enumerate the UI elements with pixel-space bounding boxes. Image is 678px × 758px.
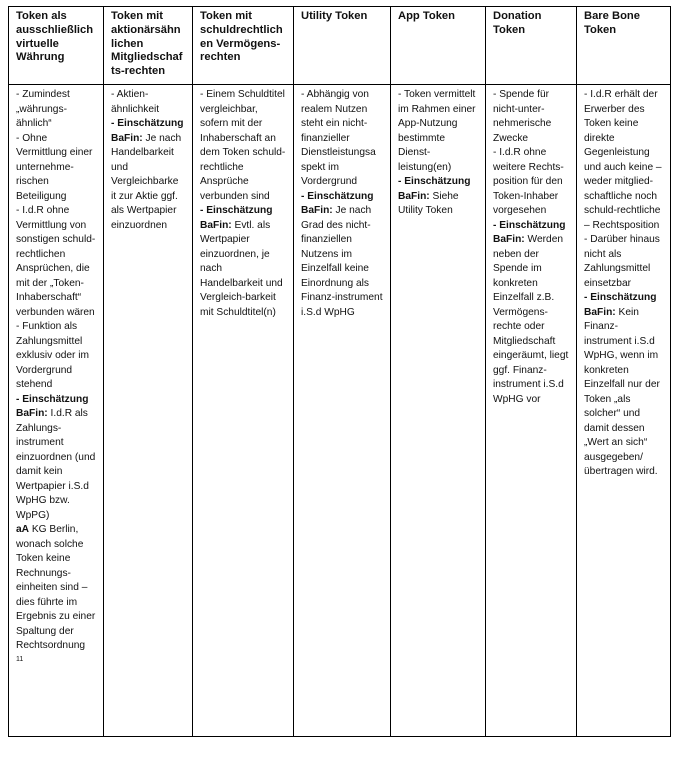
text-block: - Darüber hinaus nicht als Zahlungsmittel einsetzbar — [584, 234, 660, 289]
cell-app-token — [391, 85, 486, 737]
assessment-text: Siehe Utility Token — [398, 190, 459, 216]
assessment-text: Je nach Handelbarkeit und Vergleichbarke it zur Aktie ggf. als Wertpapier einzuordnen — [111, 132, 182, 231]
assessment-label: - Einschätzung BaFin: — [584, 292, 657, 318]
header-utility-token: Utility Token — [294, 7, 391, 85]
header-app-token: App Token — [391, 7, 486, 85]
header-row — [9, 7, 671, 85]
assessment-block — [16, 393, 97, 524]
content-row — [9, 85, 671, 737]
assessment-block — [398, 175, 479, 219]
assessment-text: Kein Finanz-instrument i.S.d WpHG, wenn im konkreten Einzelfall nur der Token „als solcher“ und damit dessen „Wert an sich“ ausgegeben/ übertragen wird. — [584, 306, 660, 477]
header-bare-bone-token: Bare Bone Token — [577, 7, 671, 85]
assessment-label: - Einschätzung BaFin: — [16, 393, 89, 419]
text-block: - Zumindest „währungs-ähnlich“ — [16, 89, 70, 129]
dissent-text: KG Berlin, wonach solche Token keine Rechnungs-einheiten sind – dies führte im Ergebnis zu einer Spaltung der Rechtsordnung — [16, 524, 96, 651]
text-block: - Ohne Vermittlung einer unternehme-rischen Beteiligung — [16, 132, 93, 202]
assessment-label: - Einschätzung BaFin: — [200, 205, 273, 231]
text-block: - Aktien-ähnlichkeit — [111, 89, 160, 115]
text-block: - Funktion als Zahlungsmittel exklusiv oder im Vordergrund stehend — [16, 321, 90, 390]
assessment-block — [301, 190, 384, 321]
text-block: - Spende für nicht-unter-nehmerische Zwecke — [493, 89, 552, 144]
assessment-text: Je nach Grad des nicht-finanziellen Nutzens im Einzelfall keine Einordnung als Finanz-instrument i.S.d WpHG — [301, 205, 383, 318]
cell-utility-token — [294, 85, 391, 737]
assessment-block — [200, 204, 287, 320]
text-block: - I.d.R ohne Vermittlung von sonstigen schuld-rechtlichen Ansprüchen, die mit der „Token-Inhaberschaft“ verbunden wären — [16, 205, 96, 318]
text-block: - Einem Schuldtitel vergleichbar, sofern mit der Inhaberschaft an dem Token schuld-rechtliche Ansprüche verbunden sind — [200, 89, 286, 202]
dissent-label: aA — [16, 524, 30, 535]
assessment-label: - Einschätzung BaFin: — [398, 176, 471, 202]
text-block: - I.d.R erhält der Erwerber des Token keine direkte Gegenleistung und auch keine – weder mitglied-schaftliche noch schuld-rechtliche – Rechtsposition — [584, 89, 662, 231]
header-debt-rights: Token mit schuldrechtlich en Vermögens-rechten — [193, 7, 294, 85]
cell-debt-rights — [193, 85, 294, 737]
footnote-number: 11 — [16, 655, 24, 663]
assessment-block — [111, 117, 186, 233]
cell-bare-bone-token — [577, 85, 671, 737]
assessment-label: - Einschätzung BaFin: — [493, 219, 566, 245]
cell-donation-token — [486, 85, 577, 737]
text-block: - I.d.R ohne weitere Rechts-position für den Token-Inhaber vorgesehen — [493, 147, 564, 216]
assessment-block — [584, 291, 664, 480]
token-classification-table — [8, 6, 671, 737]
text-block: - Token vermittelt im Rahmen einer App-Nutzung bestimmte Dienst-leistung(en) — [398, 89, 476, 173]
cell-membership-rights — [104, 85, 193, 737]
header-virtual-currency: Token als ausschließlich virtuelle Währung — [9, 7, 104, 85]
header-membership-rights: Token mit aktionärsähn lichen Mitgliedschaf ts-rechten — [104, 7, 193, 85]
dissent-block — [16, 523, 97, 654]
assessment-text: I.d.R als Zahlungs-instrument einzuordnen (und damit kein Wertpapier i.S.d WpHG bzw. WpPG) — [16, 408, 96, 521]
assessment-block — [493, 219, 570, 408]
text-block: - Abhängig von realem Nutzen steht ein nicht-finanzieller Dienstleistungsa spekt im Vordergrund — [301, 89, 376, 187]
header-donation-token: Donation Token — [486, 7, 577, 85]
cell-virtual-currency — [9, 85, 104, 737]
assessment-text: Werden neben der Spende im konkreten Einzelfall z.B. Vermögens-rechte oder Mitgliedschaft eingeräumt, liegt ggf. Finanz-instrument i.S.d WpHG vor — [493, 234, 569, 405]
assessment-label: - Einschätzung BaFin: — [301, 190, 374, 216]
assessment-label: - Einschätzung BaFin: — [111, 118, 184, 144]
assessment-text: Evtl. als Wertpapier einzuordnen, je nach Handelbarkeit und Vergleich-barkeit mit Schuldtitel(n) — [200, 219, 283, 318]
